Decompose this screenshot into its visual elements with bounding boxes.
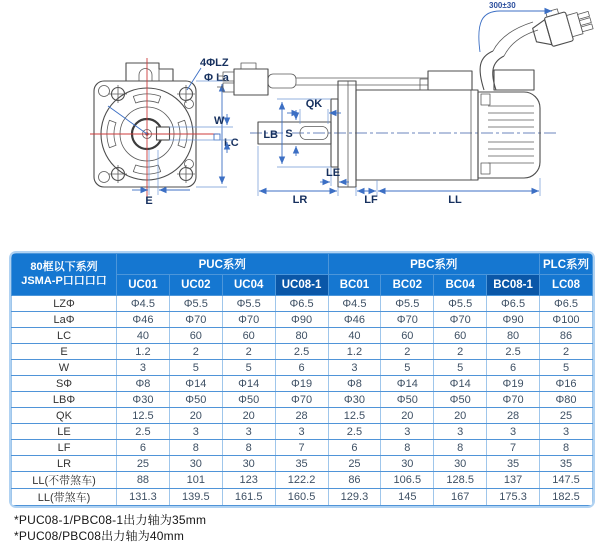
spec-value-cell: Φ4.5 [117, 296, 170, 312]
table-row [12, 312, 593, 328]
spec-value-cell: Φ90 [275, 312, 328, 328]
spec-value-cell: Φ14 [434, 376, 487, 392]
spec-value-cell: 28 [275, 408, 328, 424]
group-header-puc: PUC系列 [117, 254, 329, 275]
spec-value-cell: 182.5 [540, 489, 593, 506]
spec-value-cell: 12.5 [328, 408, 381, 424]
spec-value-cell: 20 [169, 408, 222, 424]
spec-value-cell: Φ6.5 [275, 296, 328, 312]
table-row [12, 456, 593, 472]
spec-value-cell: 8 [222, 440, 275, 456]
row-label: LR [12, 456, 117, 472]
spec-value-cell: Φ70 [487, 392, 540, 408]
spec-table-body [12, 296, 593, 506]
spec-value-cell: Φ100 [540, 312, 593, 328]
spec-table [11, 253, 593, 506]
diagram-svg [0, 0, 600, 250]
spec-value-cell: 2.5 [117, 424, 170, 440]
table-row [12, 489, 593, 506]
spec-value-cell: 60 [434, 328, 487, 344]
table-row [12, 392, 593, 408]
spec-value-cell: Φ80 [540, 392, 593, 408]
table-row [12, 424, 593, 440]
square-symbol [214, 134, 220, 140]
spec-value-cell: 175.3 [487, 489, 540, 506]
spec-value-cell: 80 [275, 328, 328, 344]
spec-value-cell: 35 [540, 456, 593, 472]
spec-value-cell: 30 [222, 456, 275, 472]
spec-value-cell: 8 [169, 440, 222, 456]
spec-value-cell: 28 [487, 408, 540, 424]
spec-value-cell: 30 [381, 456, 434, 472]
spec-value-cell: 30 [434, 456, 487, 472]
spec-value-cell: 128.5 [434, 472, 487, 489]
shaft-dim-label: S [285, 128, 293, 140]
spec-value-cell: Φ46 [117, 312, 170, 328]
spec-value-cell: 40 [117, 328, 170, 344]
row-label: SΦ [12, 376, 117, 392]
group-header-plc: PLC系列 [540, 254, 593, 275]
spec-value-cell: 129.3 [328, 489, 381, 506]
flange-dia-dim-label: Φ La [204, 72, 229, 84]
offset-dim-label: E [145, 195, 153, 207]
col-header-bc01: BC01 [328, 275, 381, 296]
spec-value-cell: Φ30 [117, 392, 170, 408]
spec-value-cell: 3 [434, 424, 487, 440]
table-row [12, 472, 593, 489]
spec-value-cell: Φ70 [381, 312, 434, 328]
row-label: LL(不带煞车) [12, 472, 117, 489]
spec-value-cell: 3 [487, 424, 540, 440]
spec-value-cell: 5 [434, 360, 487, 376]
footnote-2: *PUC08/PBC08出力轴为40mm [14, 529, 185, 544]
corner-line2: JSMA-P口口口口 [21, 274, 107, 287]
spec-value-cell: Φ19 [275, 376, 328, 392]
spec-value-cell: 3 [169, 424, 222, 440]
spec-value-cell: 30 [169, 456, 222, 472]
corner-line1: 80框以下系列 [30, 260, 98, 273]
footnote-1: *PUC08-1/PBC08-1出力轴为35mm [14, 513, 207, 527]
motor-dimension-diagram [0, 0, 600, 250]
motor-body [356, 90, 478, 180]
spec-value-cell: 25 [328, 456, 381, 472]
spec-value-cell: Φ14 [381, 376, 434, 392]
spec-value-cell: 131.3 [117, 489, 170, 506]
row-label: QK [12, 408, 117, 424]
spec-value-cell: 2.5 [487, 344, 540, 360]
spec-value-cell: Φ4.5 [328, 296, 381, 312]
col-header-uc04: UC04 [222, 275, 275, 296]
spec-value-cell: 123 [222, 472, 275, 489]
bolt-hole-leader [187, 68, 201, 90]
spec-value-cell: 12.5 [117, 408, 170, 424]
spec-value-cell: Φ30 [328, 392, 381, 408]
row-label: W [12, 360, 117, 376]
spec-value-cell: 3 [117, 360, 170, 376]
spec-value-cell: 160.5 [275, 489, 328, 506]
spec-value-cell: Φ50 [434, 392, 487, 408]
spec-value-cell: Φ50 [381, 392, 434, 408]
spec-value-cell: 2 [169, 344, 222, 360]
spec-value-cell: 139.5 [169, 489, 222, 506]
spec-value-cell: 8 [540, 440, 593, 456]
key-width-dim-label: W [214, 115, 225, 127]
spec-value-cell: Φ8 [328, 376, 381, 392]
row-label: LL(带煞车) [12, 489, 117, 506]
spec-value-cell: Φ70 [222, 312, 275, 328]
spec-value-cell: 8 [434, 440, 487, 456]
power-plug [529, 1, 594, 51]
pilot-dim-label: LB [263, 129, 278, 141]
spec-value-cell: 7 [487, 440, 540, 456]
col-header-uc08-1: UC08-1 [275, 275, 328, 296]
spec-value-cell: Φ19 [487, 376, 540, 392]
spec-value-cell: 6 [117, 440, 170, 456]
spec-value-cell: Φ50 [169, 392, 222, 408]
row-label: LZΦ [12, 296, 117, 312]
spec-value-cell: Φ70 [434, 312, 487, 328]
motor-side-view [217, 1, 595, 206]
le-dim-label: LE [325, 167, 341, 179]
cooling-fins [488, 106, 534, 163]
spec-value-cell: 25 [117, 456, 170, 472]
spec-value-cell: 20 [381, 408, 434, 424]
col-header-uc01: UC01 [117, 275, 170, 296]
spec-value-cell: 25 [540, 408, 593, 424]
spec-value-cell: 147.5 [540, 472, 593, 489]
spec-value-cell: Φ5.5 [222, 296, 275, 312]
spec-value-cell: 161.5 [222, 489, 275, 506]
col-header-uc02: UC02 [169, 275, 222, 296]
lr-dim-label: LR [292, 194, 308, 206]
spec-value-cell: 60 [169, 328, 222, 344]
spec-value-cell: Φ8 [117, 376, 170, 392]
table-row [12, 344, 593, 360]
spec-value-cell: 2.5 [328, 424, 381, 440]
spec-value-cell: Φ70 [169, 312, 222, 328]
spec-value-cell: 40 [328, 328, 381, 344]
spec-value-cell: 5 [540, 360, 593, 376]
spec-value-cell: 60 [381, 328, 434, 344]
group-header-row [12, 254, 593, 275]
lf-dim-label: LF [364, 194, 378, 206]
power-connector [494, 70, 534, 90]
spec-value-cell: 1.2 [117, 344, 170, 360]
row-label: LE [12, 424, 117, 440]
cable-length-dim [479, 11, 552, 52]
spec-value-cell: 2 [381, 344, 434, 360]
ll-dim-label: LL [448, 194, 462, 206]
spec-value-cell: Φ90 [487, 312, 540, 328]
spec-value-cell: Φ46 [328, 312, 381, 328]
spec-value-cell: Φ6.5 [487, 296, 540, 312]
spec-value-cell: 86 [540, 328, 593, 344]
spec-value-cell: 3 [381, 424, 434, 440]
key-length-dim-label: QK [305, 98, 323, 110]
spec-value-cell: 35 [487, 456, 540, 472]
spec-value-cell: Φ14 [169, 376, 222, 392]
spec-value-cell: Φ14 [222, 376, 275, 392]
power-cable [480, 51, 493, 90]
spec-table-container [9, 251, 595, 508]
spec-value-cell: 3 [275, 424, 328, 440]
spec-value-cell: 5 [169, 360, 222, 376]
spec-value-cell: 8 [381, 440, 434, 456]
spec-value-cell: 60 [222, 328, 275, 344]
footnotes [14, 512, 574, 544]
side-flange [338, 81, 356, 187]
table-row [12, 360, 593, 376]
group-header-pbc: PBC系列 [328, 254, 540, 275]
spec-value-cell: Φ50 [222, 392, 275, 408]
table-row [12, 408, 593, 424]
table-row [12, 440, 593, 456]
table-row [12, 296, 593, 312]
spec-value-cell: 6 [328, 440, 381, 456]
spec-value-cell: Φ70 [275, 392, 328, 408]
spec-value-cell: 3 [540, 424, 593, 440]
spec-value-cell: 2.5 [275, 344, 328, 360]
spec-value-cell: 7 [275, 440, 328, 456]
row-label: LF [12, 440, 117, 456]
series-corner-cell [12, 254, 117, 296]
col-header-lc08: LC08 [540, 275, 593, 296]
spec-value-cell: 3 [328, 360, 381, 376]
cable-length-label: 300±30 [489, 1, 516, 10]
key-section [157, 127, 170, 140]
spec-value-cell: 86 [328, 472, 381, 489]
cable-ferrule [268, 74, 296, 88]
spec-value-cell: 6 [487, 360, 540, 376]
col-header-bc04: BC04 [434, 275, 487, 296]
spec-value-cell: Φ5.5 [169, 296, 222, 312]
spec-value-cell: 80 [487, 328, 540, 344]
bolt-hole-dim-label: 4ΦLZ [200, 57, 229, 69]
spec-value-cell: Φ5.5 [381, 296, 434, 312]
spec-value-cell: 167 [434, 489, 487, 506]
spec-value-cell: 20 [434, 408, 487, 424]
spec-value-cell: 106.5 [381, 472, 434, 489]
motor-front-view [90, 57, 239, 207]
spec-value-cell: 5 [381, 360, 434, 376]
spec-value-cell: 137 [487, 472, 540, 489]
col-header-bc08-1: BC08-1 [487, 275, 540, 296]
col-header-bc02: BC02 [381, 275, 434, 296]
spec-value-cell: 35 [275, 456, 328, 472]
spec-value-cell: 5 [222, 360, 275, 376]
spec-value-cell: 122.2 [275, 472, 328, 489]
spec-value-cell: 101 [169, 472, 222, 489]
spec-value-cell: 20 [222, 408, 275, 424]
spec-value-cell: 1.2 [328, 344, 381, 360]
spec-value-cell: 145 [381, 489, 434, 506]
spec-value-cell: 2 [434, 344, 487, 360]
spec-value-cell: Φ5.5 [434, 296, 487, 312]
spec-value-cell: 2 [222, 344, 275, 360]
table-row [12, 328, 593, 344]
spec-value-cell: 88 [117, 472, 170, 489]
row-label: LBΦ [12, 392, 117, 408]
spec-value-cell: 3 [222, 424, 275, 440]
encoder-connector [428, 71, 472, 90]
spec-value-cell: 6 [275, 360, 328, 376]
spec-value-cell: Φ6.5 [540, 296, 593, 312]
row-label: E [12, 344, 117, 360]
table-row [12, 376, 593, 392]
spec-value-cell: 2 [540, 344, 593, 360]
row-label: LaΦ [12, 312, 117, 328]
front-terminal-housing [126, 63, 173, 81]
row-label: LC [12, 328, 117, 344]
frame-dim-label: LC [224, 137, 239, 149]
spec-value-cell: Φ16 [540, 376, 593, 392]
